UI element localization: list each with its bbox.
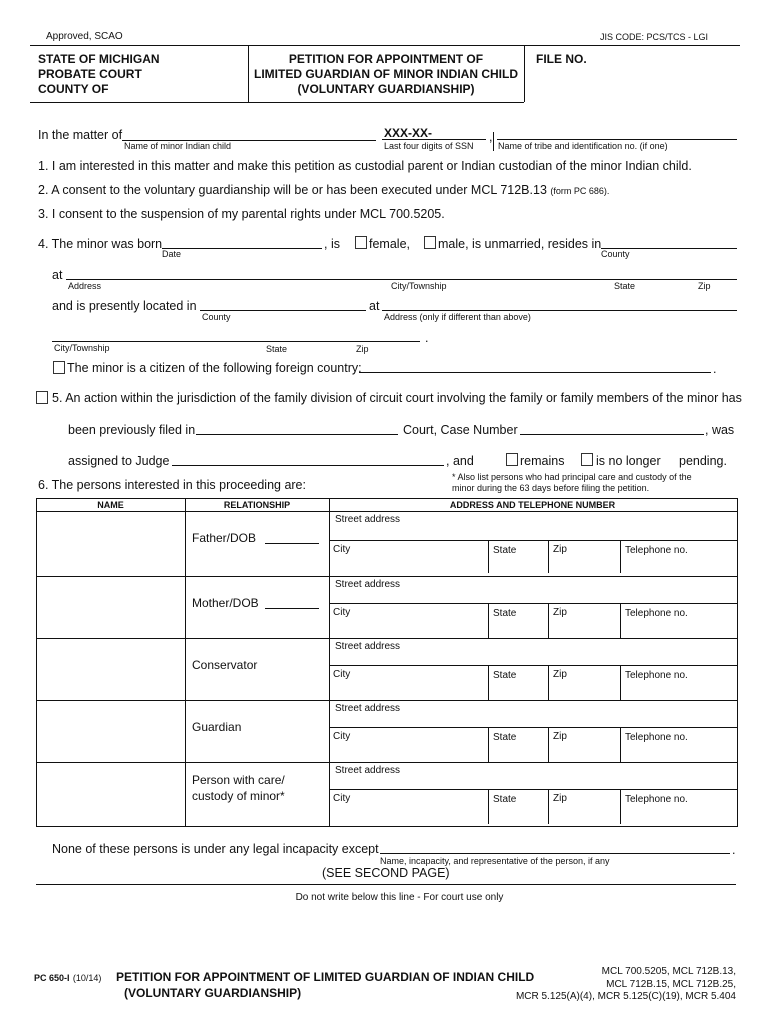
table-row-rule (36, 762, 737, 763)
located-lead: and is presently located in (52, 299, 197, 313)
table-row-rule (36, 638, 737, 639)
item-5-assigned: assigned to Judge (68, 454, 170, 468)
state-label: State (493, 794, 517, 805)
residence-address-field[interactable] (66, 279, 737, 280)
incapacity-caption: Name, incapacity, and representative of the person, if any (380, 856, 610, 866)
relationship-label-2: custody of minor* (192, 789, 285, 803)
minor-name-caption: Name of minor Indian child (124, 141, 232, 151)
person-name-cell[interactable] (38, 578, 183, 636)
located-city-field[interactable] (52, 341, 420, 342)
zip-caption: Zip (698, 281, 711, 291)
located-address-field[interactable] (382, 310, 737, 311)
date-caption: Date (162, 249, 182, 259)
ssn-tribe-divider (493, 132, 494, 151)
item-6: 6. The persons interested in this proceeding are: (38, 478, 306, 492)
city-field[interactable] (331, 805, 486, 822)
no-longer-checkbox[interactable] (581, 453, 593, 466)
state-zip-divider (548, 727, 549, 762)
state-label: State (493, 670, 517, 681)
footer-references (480, 966, 736, 1004)
footer-title-line-2: (VOLUNTARY GUARDIANSHIP) (124, 986, 302, 1000)
city-field[interactable] (331, 556, 486, 571)
approved-label: Approved, SCAO (46, 31, 123, 42)
zip-field[interactable] (550, 745, 618, 760)
address-mid-rule (329, 540, 737, 541)
relationship-label: Conservator (192, 658, 258, 672)
city-label: City (333, 607, 351, 618)
zip-caption-2: Zip (356, 344, 369, 354)
person-name-cell[interactable] (38, 702, 183, 760)
zip-phone-divider (620, 727, 621, 762)
address-caption: Address (68, 281, 102, 291)
county-caption-2: County (202, 312, 231, 322)
street-address-label: Street address (335, 703, 401, 714)
city-township-caption-2: City/Township (54, 343, 110, 353)
zip-label: Zip (553, 607, 567, 618)
street-address-field[interactable] (331, 714, 735, 726)
footer-title-line-1: PETITION FOR APPOINTMENT OF LIMITED GUARDIAN OF INDIAN CHILD (116, 970, 535, 984)
zip-field[interactable] (550, 683, 618, 698)
ssn-field[interactable] (382, 139, 486, 140)
state-zip-divider (548, 540, 549, 573)
state-caption-2: State (266, 344, 288, 354)
address-mid-rule (329, 603, 737, 604)
female-checkbox[interactable] (355, 236, 367, 249)
city-label: City (333, 793, 351, 804)
person-name-cell[interactable] (38, 513, 183, 571)
address-mid-rule (329, 727, 737, 728)
city-state-divider (488, 727, 489, 762)
zip-phone-divider (620, 789, 621, 824)
male-label: male, is unmarried, resides in (438, 237, 602, 251)
zip-phone-divider (620, 665, 621, 700)
city-field[interactable] (331, 681, 486, 698)
state-label: State (493, 545, 517, 556)
zip-phone-divider (620, 603, 621, 638)
item-3: 3. I consent to the suspension of my parental rights under MCL 700.5205. (38, 207, 445, 221)
file-no-label: FILE NO. (536, 52, 587, 66)
table-col-divider-2 (329, 498, 330, 826)
item-2 (38, 183, 609, 197)
person-name-cell[interactable] (38, 640, 183, 698)
citizen-checkbox[interactable] (53, 361, 65, 374)
city-state-divider (488, 603, 489, 638)
citizen-period: . (713, 362, 717, 376)
item-1: 1. I am interested in this matter and make this petition as custodial parent or Indian custodian of the minor Indian child. (38, 159, 692, 173)
city-township-caption: City/Township (391, 281, 447, 291)
telephone-field[interactable] (622, 621, 735, 636)
relationship-label: Father/DOB (192, 531, 257, 545)
zip-field[interactable] (550, 621, 618, 636)
incapacity-field[interactable] (380, 853, 730, 854)
street-address-label: Street address (335, 641, 401, 652)
footer-refs-2: MCL 712B.15, MCL 712B.25, (606, 978, 736, 990)
no-longer-label: is no longer (596, 454, 661, 468)
tribe-caption: Name of tribe and identification no. (if one) (498, 141, 668, 151)
city-label: City (333, 731, 351, 742)
zip-field[interactable] (550, 807, 618, 822)
city-state-divider (488, 665, 489, 700)
form-title-line-2: LIMITED GUARDIAN OF MINOR INDIAN CHILD (254, 67, 518, 81)
person-name-cell[interactable] (38, 764, 183, 822)
matter-label: In the matter of (38, 128, 123, 142)
form-title-line-3: (VOLUNTARY GUARDIANSHIP) (297, 82, 475, 96)
state-label: State (493, 732, 517, 743)
citizen-label: The minor is a citizen of the following foreign country: (67, 361, 362, 375)
located-county-field[interactable] (200, 310, 366, 311)
footer-title (116, 969, 534, 1001)
state-field[interactable] (490, 807, 546, 822)
zip-label: Zip (553, 793, 567, 804)
item-4-lead: 4. The minor was born (38, 237, 163, 251)
state-field[interactable] (490, 621, 546, 636)
table-col-divider-1 (185, 498, 186, 826)
footer-form-id (34, 970, 101, 984)
dob-field[interactable] (265, 543, 319, 544)
telephone-field[interactable] (622, 683, 735, 698)
state-caption: State (614, 281, 636, 291)
telephone-label: Telephone no. (625, 608, 688, 619)
state-field[interactable] (490, 745, 546, 760)
street-address-label: Street address (335, 579, 401, 590)
see-second-page: (SEE SECOND PAGE) (322, 866, 450, 880)
table-header-rule (36, 511, 737, 512)
telephone-label: Telephone no. (625, 794, 688, 805)
street-address-field[interactable] (331, 590, 735, 602)
footer-refs-1: MCL 700.5205, MCL 712B.13, (601, 966, 736, 977)
matter-comma: , (489, 130, 493, 144)
address-diff-caption: Address (only if different than above) (384, 312, 531, 322)
at-label-2: at (369, 299, 380, 313)
dob-field[interactable] (265, 608, 319, 609)
item-5-checkbox[interactable] (36, 391, 48, 404)
form-number: PC 650-I (34, 973, 70, 983)
city-label: City (333, 544, 351, 555)
male-checkbox[interactable] (424, 236, 436, 249)
court-line-county: COUNTY OF (38, 82, 109, 96)
form-title-block (248, 52, 524, 97)
telephone-field[interactable] (622, 807, 735, 822)
relationship-label: Person with care/ (192, 773, 285, 787)
street-address-label: Street address (335, 514, 401, 525)
incapacity-period: . (732, 843, 736, 857)
item-6-note-line-1: * Also list persons who had principal care and custody of the (452, 472, 692, 482)
county-caption: County (601, 249, 630, 259)
court-line-state: STATE OF MICHIGAN (38, 52, 160, 66)
state-field[interactable] (490, 558, 546, 571)
state-label: State (493, 608, 517, 619)
col-header-address: ADDRESS AND TELEPHONE NUMBER (449, 500, 616, 510)
birth-date-field[interactable] (162, 248, 322, 249)
telephone-label: Telephone no. (625, 732, 688, 743)
zip-phone-divider (620, 540, 621, 573)
street-address-field[interactable] (331, 776, 735, 788)
item-2-text: 2. A consent to the voluntary guardianship will be or has been executed under MCL 712B.13 (38, 183, 547, 197)
zip-label: Zip (553, 669, 567, 680)
form-title-line-1: PETITION FOR APPOINTMENT OF (288, 52, 484, 66)
item-5-and: , and (446, 454, 474, 468)
item-2-form-ref: (form PC 686). (550, 186, 610, 196)
street-address-field[interactable] (331, 652, 735, 664)
zip-label: Zip (553, 731, 567, 742)
incapacity-text: None of these persons is under any legal incapacity except (52, 842, 379, 856)
city-state-divider (488, 540, 489, 573)
telephone-field[interactable] (622, 558, 735, 571)
table-row-rule (36, 700, 737, 701)
street-address-field[interactable] (331, 525, 735, 539)
item-6-note-line-2: minor during the 63 days before filing the petition. (452, 483, 650, 493)
telephone-field[interactable] (622, 745, 735, 760)
item-5-was: , was (705, 423, 735, 437)
form-revision: (10/14) (72, 973, 102, 983)
zip-field[interactable] (550, 558, 618, 571)
remains-label: remains (520, 454, 565, 468)
court-use-label: Do not write below this line - For court use only (295, 892, 504, 903)
telephone-label: Telephone no. (625, 545, 688, 556)
ssn-caption: Last four digits of SSN (384, 141, 474, 151)
court-line-court: PROBATE COURT (38, 67, 142, 81)
state-zip-divider (548, 665, 549, 700)
table-row-rule (36, 576, 737, 577)
city-field[interactable] (331, 743, 486, 760)
tribe-field[interactable] (497, 139, 737, 140)
city-state-divider (488, 789, 489, 824)
header-bottom-rule (30, 102, 524, 103)
col-header-name: NAME (97, 500, 124, 510)
case-number-field[interactable] (520, 434, 704, 435)
located-period: . (425, 331, 429, 345)
item-6-note (452, 472, 692, 494)
item-4-is: , is (324, 237, 340, 251)
street-address-label: Street address (335, 765, 401, 776)
state-zip-divider (548, 603, 549, 638)
item-5-court: Court, Case Number (403, 423, 518, 437)
city-field[interactable] (331, 619, 486, 636)
pending-label: pending. (679, 454, 727, 468)
zip-label: Zip (553, 544, 567, 555)
header-top-rule (30, 45, 740, 46)
col-header-relationship: RELATIONSHIP (223, 500, 291, 510)
at-label: at (52, 268, 63, 282)
citizen-country-field[interactable] (359, 372, 711, 373)
footer-refs-3: MCR 5.125(A)(4), MCR 5.125(C)(19), MCR 5.404 (515, 991, 736, 1002)
city-label: City (333, 669, 351, 680)
court-use-rule (36, 884, 736, 885)
header-divider-2 (524, 45, 525, 102)
relationship-label: Guardian (192, 720, 242, 734)
judge-field[interactable] (172, 465, 444, 466)
jis-code: JIS CODE: PCS/TCS - LGI (600, 32, 709, 42)
remains-checkbox[interactable] (506, 453, 518, 466)
filed-court-field[interactable] (196, 434, 398, 435)
address-mid-rule (329, 789, 737, 790)
state-zip-divider (548, 789, 549, 824)
relationship-label: Mother/DOB (192, 596, 259, 610)
court-block (38, 52, 160, 97)
state-field[interactable] (490, 683, 546, 698)
telephone-label: Telephone no. (625, 670, 688, 681)
item-5-line-1: 5. An action within the jurisdiction of the family division of circuit court involving the family or family members of the minor has (52, 391, 742, 405)
item-5-filed: been previously filed in (68, 423, 196, 437)
ssn-prefix: XXX-XX- (384, 126, 433, 140)
address-mid-rule (329, 665, 737, 666)
female-label: female, (369, 237, 410, 251)
